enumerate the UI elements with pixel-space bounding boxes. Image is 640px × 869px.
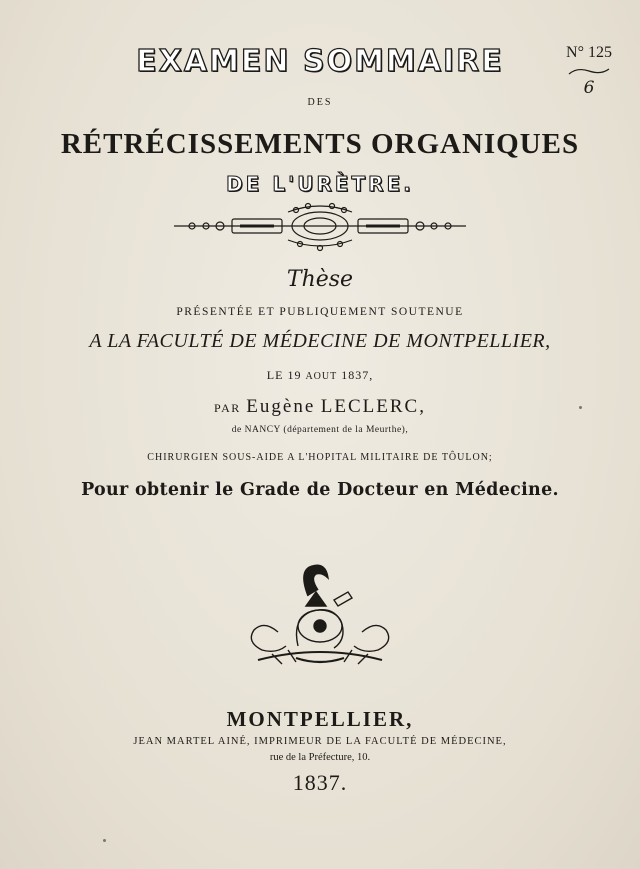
vignette-icon bbox=[238, 560, 402, 670]
date-line bbox=[0, 368, 640, 383]
position-line: CHIRURGIEN SOUS-AIDE A L'HOPITAL MILITAIRE DE TÔULON; bbox=[147, 452, 493, 463]
shelfmark-number: N° 125 bbox=[566, 44, 612, 61]
paper-speck bbox=[103, 839, 106, 842]
these-label: Thèse bbox=[286, 267, 354, 292]
author-prefix: PAR bbox=[214, 401, 241, 415]
origin-line: de NANCY (département de la Meurthe), bbox=[231, 425, 409, 435]
title-line-2: RÉTRÉCISSEMENTS ORGANIQUES bbox=[60, 128, 580, 160]
imprint-city: MONTPELLIER, bbox=[226, 707, 414, 731]
faculty-line: A LA FACULTÉ DE MÉDECINE DE MONTPELLIER, bbox=[89, 330, 551, 352]
title-line-1: EXAMEN SOMMAIRE bbox=[136, 44, 504, 79]
date-prefix: LE bbox=[266, 368, 284, 382]
ornamental-rule-icon bbox=[170, 200, 470, 252]
imprint-year: 1837. bbox=[292, 770, 348, 795]
author-surname: LECLERC, bbox=[320, 396, 426, 417]
title-line-3: DE L'URÈTRE. bbox=[226, 172, 414, 196]
author-name: Eugène bbox=[246, 396, 316, 417]
paper-speck bbox=[579, 406, 582, 409]
date-year: 1837, bbox=[341, 368, 374, 382]
imprint-printer: JEAN MARTEL AINÉ, IMPRIMEUR DE LA FACULTÉ DE MÉDECINE, bbox=[133, 736, 507, 747]
purpose-line: Pour obtenir le Grade de Docteur en Médecine. bbox=[81, 480, 559, 500]
shelfmark-sub: 6 bbox=[583, 78, 595, 98]
imprint-street: rue de la Préfecture, 10. bbox=[269, 752, 371, 763]
title-connector: DES bbox=[307, 97, 333, 108]
date-month: AOUT bbox=[305, 371, 338, 382]
author-line bbox=[0, 396, 640, 418]
date-day: 19 bbox=[287, 368, 302, 382]
presentation-line: PRÉSENTÉE ET PUBLIQUEMENT SOUTENUE bbox=[176, 306, 464, 318]
